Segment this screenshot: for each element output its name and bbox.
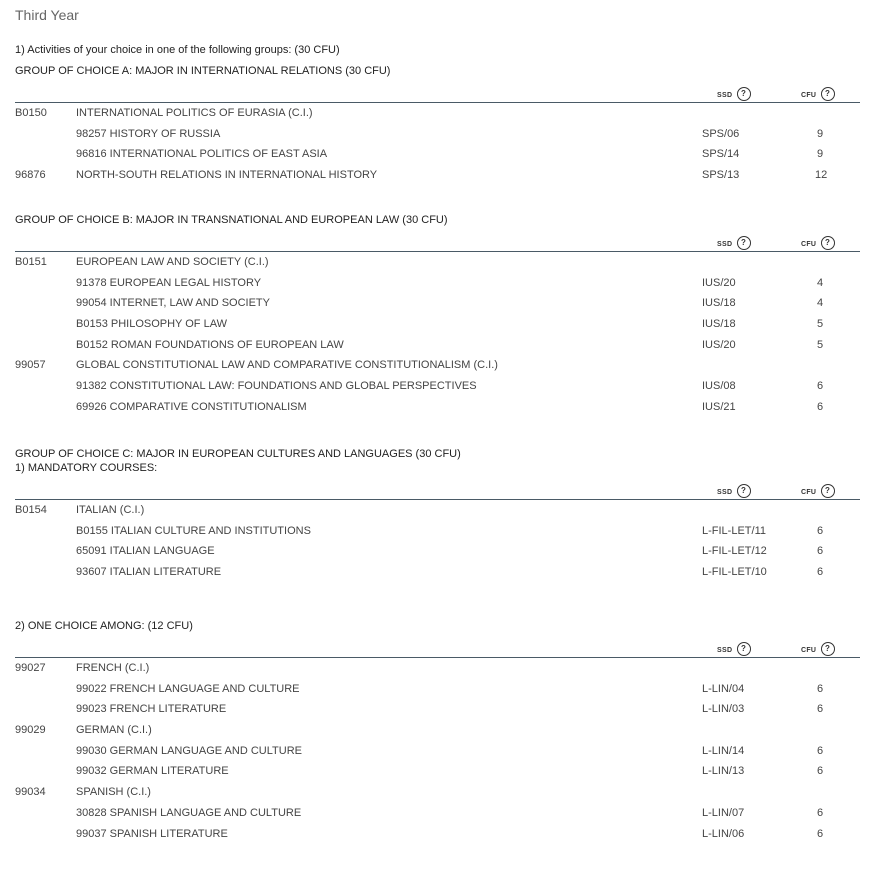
course-name[interactable]: 99032 GERMAN LITERATURE xyxy=(76,765,229,778)
cfu-value: 6 xyxy=(816,400,824,413)
cfu-value: 4 xyxy=(816,276,824,289)
cfu-value: 12 xyxy=(815,169,828,182)
ssd-value: L-FIL-LET/12 xyxy=(702,545,767,558)
ssd-value: SPS/13 xyxy=(702,169,740,182)
ssd-value: L-FIL-LET/10 xyxy=(702,566,767,579)
table-row xyxy=(15,521,860,542)
course-group xyxy=(15,213,860,418)
table-row xyxy=(15,658,860,679)
course-code: 99027 xyxy=(15,662,46,674)
course-name[interactable]: 99054 INTERNET, LAW AND SOCIETY xyxy=(76,297,270,310)
cfu-value: 9 xyxy=(816,127,824,140)
help-icon[interactable]: ? xyxy=(737,484,751,498)
ssd-value: L-FIL-LET/11 xyxy=(702,524,766,537)
table-row xyxy=(15,103,860,124)
cfu-value: 6 xyxy=(816,545,824,558)
table-row xyxy=(15,720,860,741)
table-row xyxy=(15,562,860,583)
course-name[interactable]: 65091 ITALIAN LANGUAGE xyxy=(76,545,215,558)
help-icon[interactable]: ? xyxy=(737,642,751,656)
group-title: 2) ONE CHOICE AMONG: (12 CFU) xyxy=(15,620,193,632)
course-name[interactable]: 99037 SPANISH LITERATURE xyxy=(76,827,228,840)
course-code: B0154 xyxy=(15,504,47,516)
table-row xyxy=(15,741,860,762)
table-header xyxy=(15,639,860,658)
course-name[interactable]: 99023 FRENCH LITERATURE xyxy=(76,703,227,716)
help-icon[interactable]: ? xyxy=(821,642,835,656)
course-name[interactable]: 93607 ITALIAN LITERATURE xyxy=(76,566,222,579)
course-name[interactable]: B0155 ITALIAN CULTURE AND INSTITUTIONS xyxy=(76,524,311,537)
cfu-column-header: CFU ? xyxy=(801,485,835,499)
ssd-column-header: SSD ? xyxy=(717,237,751,251)
table-row xyxy=(15,500,860,521)
group-title: GROUP OF CHOICE A: MAJOR IN INTERNATIONAL RELATIONS (30 CFU) xyxy=(15,65,391,77)
ssd-column-header: SSD ? xyxy=(717,88,751,102)
cfu-value: 5 xyxy=(816,318,824,331)
course-code: 96876 xyxy=(15,169,46,182)
ssd-value: IUS/18 xyxy=(702,297,736,310)
cfu-value: 6 xyxy=(816,566,824,579)
table-row xyxy=(15,699,860,720)
cfu-value: 9 xyxy=(816,148,824,161)
cfu-value: 4 xyxy=(816,297,824,310)
course-name[interactable]: 69926 COMPARATIVE CONSTITUTIONALISM xyxy=(76,400,307,413)
table-header xyxy=(15,233,860,252)
course-name[interactable]: B0153 PHILOSOPHY OF LAW xyxy=(76,318,228,331)
table-row xyxy=(15,124,860,145)
group-title: GROUP OF CHOICE B: MAJOR IN TRANSNATIONAL AND EUROPEAN LAW (30 CFU) xyxy=(15,214,448,226)
table-row xyxy=(15,803,860,824)
course-name[interactable]: ITALIAN (C.I.) xyxy=(76,504,145,516)
course-name[interactable]: EUROPEAN LAW AND SOCIETY (C.I.) xyxy=(76,256,269,268)
table-row xyxy=(15,824,860,845)
course-name[interactable]: SPANISH (C.I.) xyxy=(76,786,151,799)
ssd-value: SPS/06 xyxy=(702,127,740,140)
ssd-value: L-LIN/04 xyxy=(702,682,745,695)
table-row xyxy=(15,541,860,562)
cfu-value: 6 xyxy=(816,806,824,819)
ssd-value: SPS/14 xyxy=(702,148,740,161)
course-code: B0151 xyxy=(15,256,47,268)
course-code: 99057 xyxy=(15,359,46,372)
course-name[interactable]: NORTH-SOUTH RELATIONS IN INTERNATIONAL HISTORY xyxy=(76,169,378,182)
table-row xyxy=(15,355,860,376)
cfu-value: 6 xyxy=(816,827,824,840)
course-group xyxy=(15,447,860,583)
course-name[interactable]: 99030 GERMAN LANGUAGE AND CULTURE xyxy=(76,744,302,757)
table-row xyxy=(15,376,860,397)
cfu-value: 6 xyxy=(816,682,824,695)
ssd-value: IUS/20 xyxy=(702,276,736,289)
ssd-value: IUS/18 xyxy=(702,318,736,331)
table-row xyxy=(15,782,860,803)
course-code: 99029 xyxy=(15,724,46,737)
table-row xyxy=(15,314,860,335)
cfu-column-header: CFU ? xyxy=(801,643,835,657)
course-name[interactable]: FRENCH (C.I.) xyxy=(76,662,150,674)
course-name[interactable]: 98257 HISTORY OF RUSSIA xyxy=(76,127,221,140)
ssd-value: IUS/20 xyxy=(702,338,736,351)
table-row xyxy=(15,397,860,418)
cfu-value: 6 xyxy=(816,380,824,393)
course-name[interactable]: 91382 CONSTITUTIONAL LAW: FOUNDATIONS AND GLOBAL PERSPECTIVES xyxy=(76,380,477,393)
cfu-value: 5 xyxy=(816,338,824,351)
ssd-column-header: SSD ? xyxy=(717,643,751,657)
course-name[interactable]: 91378 EUROPEAN LEGAL HISTORY xyxy=(76,276,262,289)
table-row xyxy=(15,273,860,294)
page-title: Third Year xyxy=(15,7,79,23)
course-code: B0150 xyxy=(15,107,47,119)
course-name[interactable]: 30828 SPANISH LANGUAGE AND CULTURE xyxy=(76,806,302,819)
course-name[interactable]: 96816 INTERNATIONAL POLITICS OF EAST ASIA xyxy=(76,148,328,161)
course-code: 99034 xyxy=(15,786,46,799)
help-icon[interactable]: ? xyxy=(821,87,835,101)
cfu-value: 6 xyxy=(816,744,824,757)
help-icon[interactable]: ? xyxy=(737,236,751,250)
ssd-value: L-LIN/07 xyxy=(702,806,745,819)
course-group xyxy=(15,64,860,186)
ssd-value: L-LIN/03 xyxy=(702,703,745,716)
table-row xyxy=(15,679,860,700)
ssd-value: L-LIN/14 xyxy=(702,744,745,757)
cfu-column-header: CFU ? xyxy=(801,237,835,251)
ssd-value: IUS/21 xyxy=(702,400,736,413)
group-subtitle: 1) MANDATORY COURSES: xyxy=(15,462,158,474)
table-row xyxy=(15,761,860,782)
course-name[interactable]: 99022 FRENCH LANGUAGE AND CULTURE xyxy=(76,682,300,695)
table-row xyxy=(15,165,860,186)
ssd-column-header: SSD ? xyxy=(717,485,751,499)
table-row xyxy=(15,252,860,273)
table-header xyxy=(15,84,860,103)
help-icon[interactable]: ? xyxy=(821,236,835,250)
ssd-value: L-LIN/13 xyxy=(702,765,745,778)
cfu-value: 6 xyxy=(816,703,824,716)
table-header xyxy=(15,481,860,500)
table-row xyxy=(15,335,860,356)
course-group xyxy=(15,619,860,844)
ssd-value: L-LIN/06 xyxy=(702,827,745,840)
course-name[interactable]: GLOBAL CONSTITUTIONAL LAW AND COMPARATIVE CONSTITUTIONALISM (C.I.) xyxy=(76,359,498,372)
table-row xyxy=(15,293,860,314)
course-name[interactable]: INTERNATIONAL POLITICS OF EURASIA (C.I.) xyxy=(76,107,313,119)
cfu-column-header: CFU ? xyxy=(801,88,835,102)
table-row xyxy=(15,144,860,165)
ssd-value: IUS/08 xyxy=(702,380,736,393)
course-name[interactable]: GERMAN (C.I.) xyxy=(76,724,152,737)
cfu-value: 6 xyxy=(816,524,824,537)
course-name[interactable]: B0152 ROMAN FOUNDATIONS OF EUROPEAN LAW xyxy=(76,338,344,351)
cfu-value: 6 xyxy=(816,765,824,778)
help-icon[interactable]: ? xyxy=(737,87,751,101)
intro-text: 1) Activities of your choice in one of the following groups: (30 CFU) xyxy=(15,44,340,56)
group-title: GROUP OF CHOICE C: MAJOR IN EUROPEAN CULTURES AND LANGUAGES (30 CFU) xyxy=(15,448,461,460)
help-icon[interactable]: ? xyxy=(821,484,835,498)
